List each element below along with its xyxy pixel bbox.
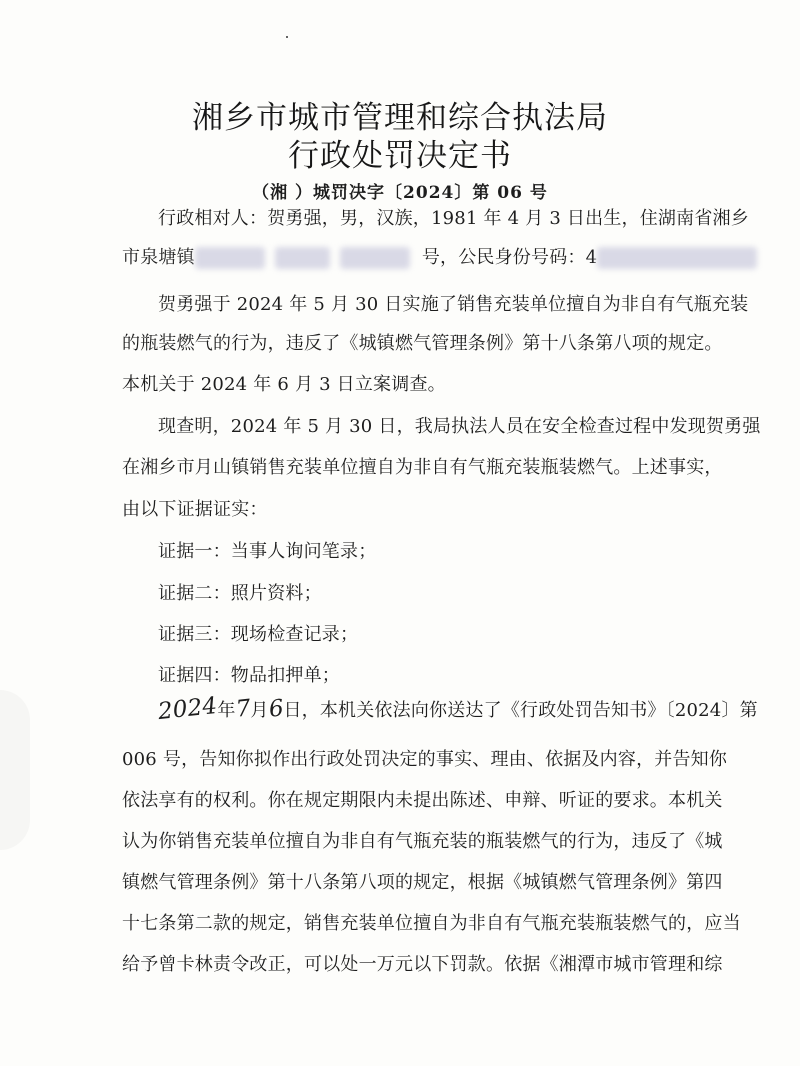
id-label: 号，公民身份号码：4 (421, 247, 598, 268)
evidence-4: 证据四：物品扣押单； (158, 665, 340, 686)
agency-title: 湘乡市城市管理和综合执法局 (192, 100, 608, 136)
para4-line-6: 十七条第二款的规定，销售充装单位擅自为非自有气瓶充装瓶装燃气的，应当 (122, 913, 741, 934)
para2-line-3: 本机关于 2024 年 6 月 3 日立案调查。 (122, 374, 446, 395)
para4-line-2: 006 号，告知你拟作出行政处罚决定的事实、理由、依据及内容，并告知你 (122, 749, 728, 770)
para3-line-2: 在湘乡市月山镇销售充装单位擅自为非自有气瓶充装瓶装燃气。上述事实， (122, 457, 723, 478)
para3-line-1: 现查明，2024 年 5 月 30 日，我局执法人员在安全检查过程中发现贺勇强 (158, 416, 761, 437)
handwritten-month: 7 (234, 695, 252, 723)
redaction-blur (597, 247, 757, 269)
para2-line-2: 的瓶装燃气的行为，违反了《城镇燃气管理条例》第十八条第八项的规定。 (122, 333, 723, 354)
para4-line-3: 依法享有的权利。你在规定期限内未提出陈述、申辩、听证的要求。本机关 (122, 790, 723, 811)
para4-line-5: 镇燃气管理条例》第十八条第八项的规定，根据《城镇燃气管理条例》第四 (122, 872, 723, 893)
document-number: （湘 ）城罚决字〔2024〕第 06 号 (252, 183, 548, 203)
para3-line-3: 由以下证据证实： (122, 499, 268, 520)
year-char: 年 (217, 700, 236, 721)
handwritten-day: 6 (267, 695, 285, 723)
address-start: 市泉塘镇 (122, 247, 195, 268)
evidence-3: 证据三：现场检查记录； (158, 624, 359, 645)
party-line-1: 行政相对人：贺勇强，男，汉族，1981 年 4 月 3 日出生，住湖南省湘乡 (158, 208, 749, 229)
redaction-blur (340, 247, 410, 269)
handwritten-year: 2024 (156, 692, 219, 726)
scan-shadow (0, 690, 30, 850)
month-char: 月 (250, 700, 269, 721)
evidence-1: 证据一：当事人询问笔录； (158, 541, 377, 562)
redaction-blur (195, 247, 265, 269)
redaction-blur (275, 247, 330, 269)
document-title: 行政处罚决定书 (288, 138, 512, 174)
para4-line-4: 认为你销售充装单位擅自为非自有气瓶充装的瓶装燃气的行为，违反了《城 (122, 831, 723, 852)
para4-rest: 日，本机关依法向你送达了《行政处罚告知书》〔2024〕第 (283, 700, 758, 721)
party-line-2 (122, 243, 757, 269)
scan-speck (286, 36, 288, 38)
evidence-2: 证据二：照片资料； (158, 583, 322, 604)
para4-line-7: 给予曾卡林责令改正，可以处一万元以下罚款。依据《湘潭市城市管理和综 (122, 954, 723, 975)
para4-line-1 (156, 692, 758, 726)
para2-line-1: 贺勇强于 2024 年 5 月 30 日实施了销售充装单位擅自为非自有气瓶充装 (158, 294, 749, 315)
